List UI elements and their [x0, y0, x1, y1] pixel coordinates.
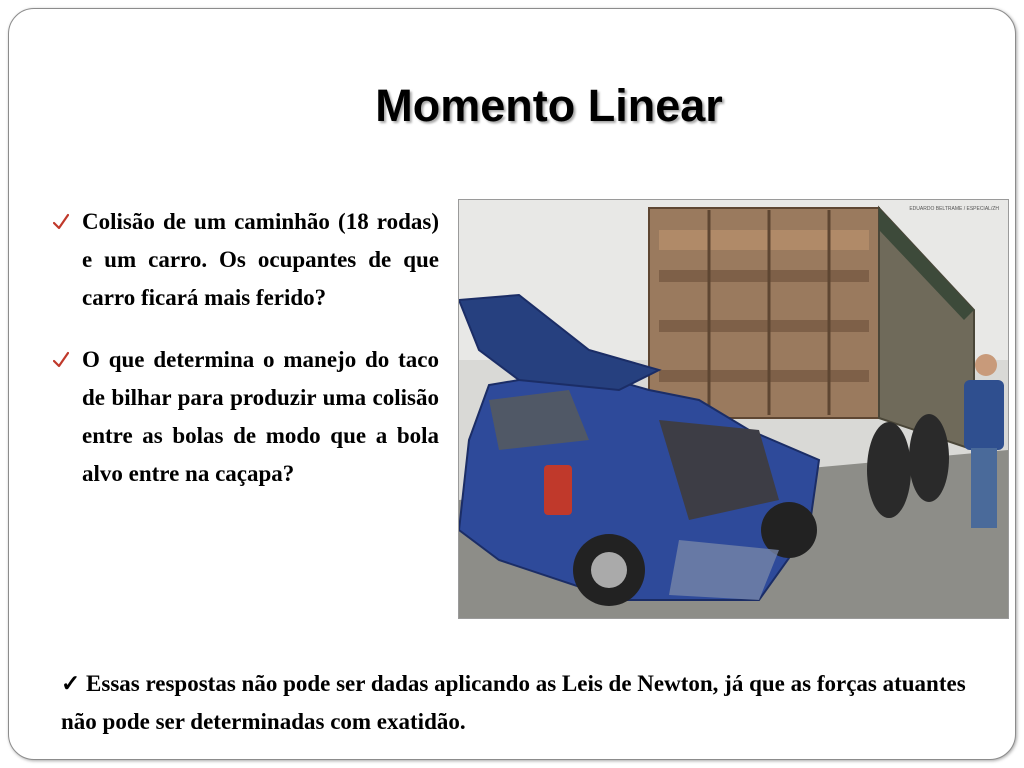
crash-illustration	[459, 200, 1008, 618]
check-icon	[53, 213, 69, 231]
check-icon	[53, 351, 69, 369]
bottom-note	[61, 665, 1001, 741]
bullet-list	[53, 203, 439, 493]
bullet-item	[53, 203, 439, 317]
crash-photo	[458, 199, 1009, 619]
slide	[8, 8, 1016, 760]
slide-title: Momento Linear	[375, 80, 723, 131]
bullet-item	[53, 341, 439, 493]
bullet-text: Colisão de um caminhão (18 rodas) e um carro. Os ocupantes de que carro ficará mais ferido?	[82, 209, 439, 310]
check-icon: ✓	[61, 671, 81, 696]
photo-credit: EDUARDO BELTRAME / ESPECIAL/ZH	[909, 206, 999, 212]
bullet-text: O que determina o manejo do taco de bilhar para produzir uma colisão entre as bolas de modo que a bola alvo entre na caçapa?	[82, 347, 439, 486]
bottom-note-text: Essas respostas não pode ser dadas aplicando as Leis de Newton, já que as forças atuantes não pode ser determinadas com exatidão.	[61, 671, 966, 734]
